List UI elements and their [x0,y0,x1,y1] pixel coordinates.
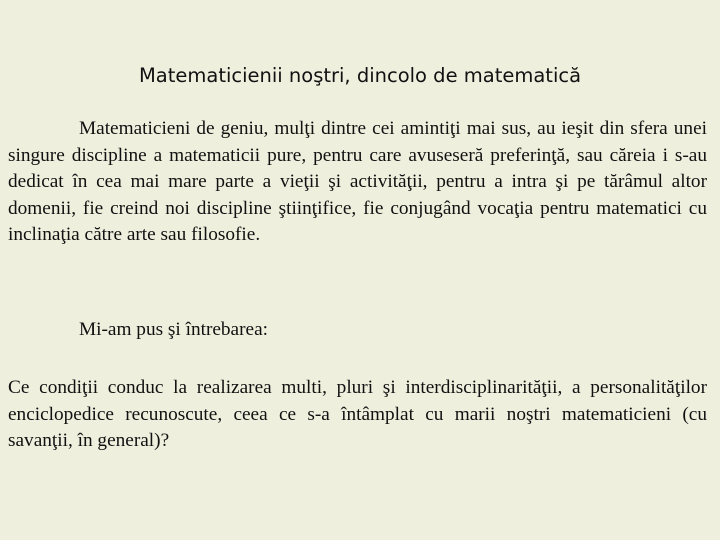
slide-title: Matematicienii noştri, dincolo de matematică [138,64,582,87]
paragraph-question-lead: Mi-am pus şi întrebarea: [79,319,269,340]
paragraph-intro: Matematicieni de geniu, mulţi dintre cei amintiţi mai sus, au ieşit din sfera unei singure discipline a matematicii pure, pentru care avuseseră preferinţă, sau căreia i s-au dedicat în cea mai mare parte a vieţii şi activităţii, pentru a intra şi pe tărâmul altor domenii, fie creind noi discipline ştiinţifice, fie conjugând vocaţia pentru matematici cu inclinaţia către arte sau filosofie. [8,118,707,246]
paragraph-question: Ce condiţii conduc la realizarea multi, pluri şi interdisciplinarităţii, a personalităţilor enciclopedice recunoscute, ceea ce s-a întâmplat cu marii noştri matematicieni (cu savanţii, în general)? [8,377,707,452]
